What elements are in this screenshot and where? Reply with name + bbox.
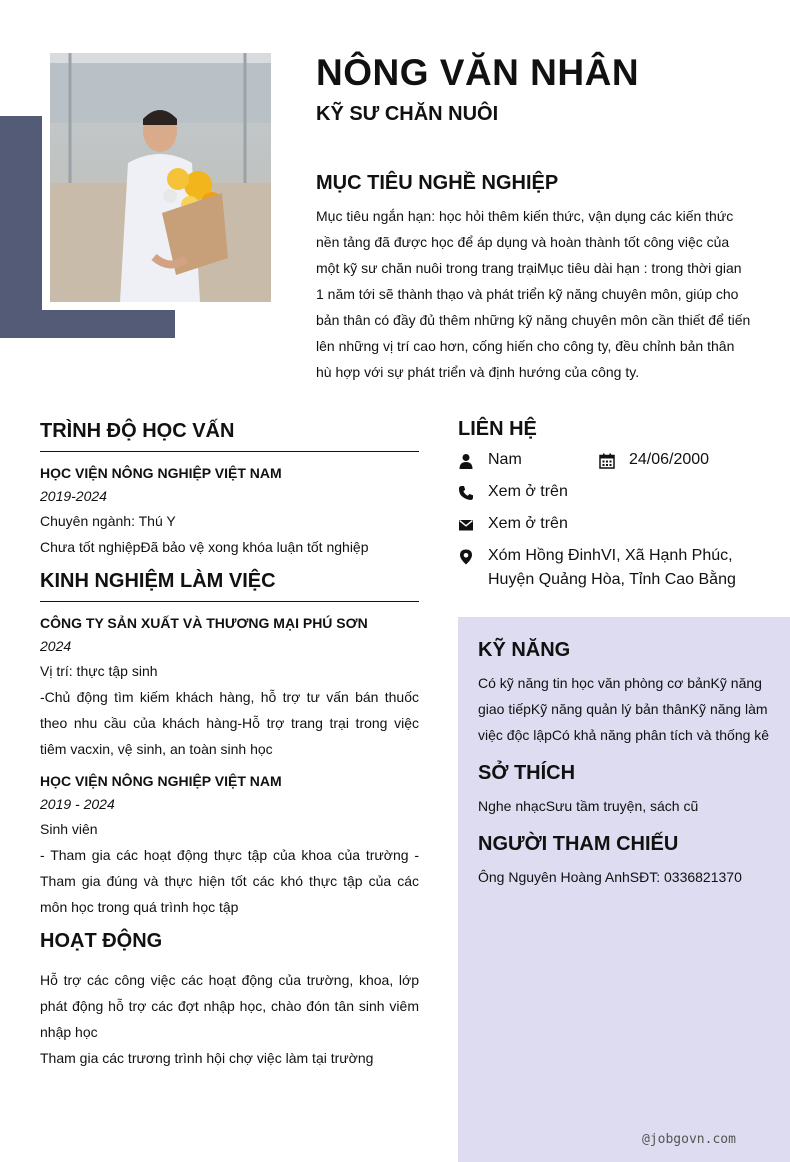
watermark: @jobgovn.com bbox=[642, 1132, 736, 1147]
phone-icon bbox=[458, 485, 474, 501]
decorative-strip bbox=[0, 310, 175, 338]
education-status: Chưa tốt nghiệpĐã bảo vệ xong khóa luận tốt nghiệp bbox=[40, 539, 369, 555]
experience-item bbox=[40, 772, 419, 920]
school-name: HỌC VIỆN NÔNG NGHIỆP VIỆT NAM bbox=[40, 465, 282, 481]
section-divider bbox=[40, 451, 419, 452]
profile-photo bbox=[42, 45, 279, 310]
activity-line: Hỗ trợ các công việc các hoạt động của trường, khoa, lớp phát động hỗ trợ các đợt nhập học, chào đón tân sinh viêm nhập học bbox=[40, 972, 419, 1040]
experience-role: Vị trí: thực tập sinh bbox=[40, 663, 158, 679]
objective-text: Mục tiêu ngắn hạn: học hỏi thêm kiến thức, vận dụng các kiến thức nền tảng đã được học để áp dụng và hoàn thành tốt công việc của một kỹ sư chăn nuôi trong trang trạiMục tiêu dài hạn : trong thời gian 1 năm tới sẽ thành thạo và phát triển kỹ năng chuyên môn, giúp cho bản thân có đầy đủ thêm những kỹ năng chuyên môn cần thiết để tiến lên những vị trí cao hơn, cống hiến cho công ty, đều chỉnh bản thân hù hợp với sự phát triển và định hướng của công ty. bbox=[316, 208, 751, 380]
section-divider bbox=[40, 601, 419, 602]
location-pin-icon bbox=[458, 549, 474, 565]
experience-org: HỌC VIỆN NÔNG NGHIỆP VIỆT NAM bbox=[40, 773, 282, 789]
calendar-icon bbox=[599, 453, 615, 469]
contact-section bbox=[458, 418, 758, 601]
experience-section bbox=[40, 570, 419, 920]
hobbies-section bbox=[478, 762, 770, 819]
left-column bbox=[40, 420, 419, 1081]
email-icon bbox=[458, 517, 474, 533]
contact-row-gender bbox=[458, 449, 758, 481]
section-title: HOẠT ĐỘNG bbox=[40, 930, 163, 952]
contact-phone: Xem ở trên bbox=[488, 483, 568, 500]
job-title: KỸ SƯ CHĂN NUÔI bbox=[316, 103, 499, 125]
education-section bbox=[40, 420, 419, 560]
candidate-name: NÔNG VĂN NHÂN bbox=[316, 52, 640, 93]
experience-desc: - Tham gia các hoạt động thực tập của khoa của trường - Tham gia đúng và thực hiện tốt các khó thực tập của các môn học trong quá trình học tập bbox=[40, 847, 419, 915]
career-objective-section bbox=[316, 172, 752, 385]
activities-section bbox=[40, 930, 419, 1071]
section-title: NGƯỜI THAM CHIẾU bbox=[478, 833, 679, 855]
contact-row-phone bbox=[458, 481, 758, 513]
experience-org: CÔNG TY SẢN XUẤT VÀ THƯƠNG MẠI PHÚ SƠN bbox=[40, 615, 368, 631]
section-title: LIÊN HỆ bbox=[458, 418, 537, 440]
contact-row-email bbox=[458, 513, 758, 545]
experience-role: Sinh viên bbox=[40, 821, 98, 837]
education-years: 2019-2024 bbox=[40, 488, 107, 504]
decorative-block bbox=[0, 116, 42, 338]
person-icon bbox=[458, 453, 474, 469]
section-title: KINH NGHIỆM LÀM VIỆC bbox=[40, 570, 276, 592]
contact-dob: 24/06/2000 bbox=[629, 451, 710, 468]
section-title: TRÌNH ĐỘ HỌC VẤN bbox=[40, 420, 235, 442]
reference-section bbox=[478, 833, 770, 890]
section-title: SỞ THÍCH bbox=[478, 762, 576, 784]
right-panel bbox=[458, 617, 790, 1162]
experience-desc: -Chủ động tìm kiếm khách hàng, hỗ trợ tư vấn bán thuốc theo nhu cầu của khách hàng-Hỗ trợ trang trại trong việc tiêm vacxin, vệ sinh, an toàn sinh học bbox=[40, 689, 419, 757]
contact-email: Xem ở trên bbox=[488, 515, 568, 532]
education-major: Chuyên ngành: Thú Y bbox=[40, 513, 176, 529]
skills-text: Có kỹ năng tin học văn phòng cơ bảnKỹ năng giao tiếpKỹ năng quản lý bản thânKỹ năng làm việc độc lậpCó khả năng phân tích và thống kê bbox=[478, 675, 770, 743]
experience-years: 2019 - 2024 bbox=[40, 796, 115, 812]
contact-address: Xóm Hồng ĐinhVI, Xã Hạnh Phúc, Huyện Quảng Hòa, Tỉnh Cao Bằng bbox=[488, 547, 736, 588]
hobbies-text: Nghe nhạcSưu tầm truyện, sách cũ bbox=[478, 798, 699, 814]
section-title: MỤC TIÊU NGHỀ NGHIỆP bbox=[316, 172, 559, 194]
skills-section bbox=[478, 639, 770, 748]
experience-years: 2024 bbox=[40, 638, 72, 654]
section-title: KỸ NĂNG bbox=[478, 639, 571, 661]
experience-item bbox=[40, 614, 419, 762]
reference-text: Ông Nguyên Hoàng AnhSĐT: 0336821370 bbox=[478, 869, 742, 885]
profile-photo-illustration bbox=[50, 53, 271, 302]
activity-line: Tham gia các trương trình hội chợ việc làm tại trường bbox=[40, 1050, 374, 1066]
contact-gender: Nam bbox=[488, 451, 522, 468]
contact-row-address bbox=[458, 545, 758, 601]
